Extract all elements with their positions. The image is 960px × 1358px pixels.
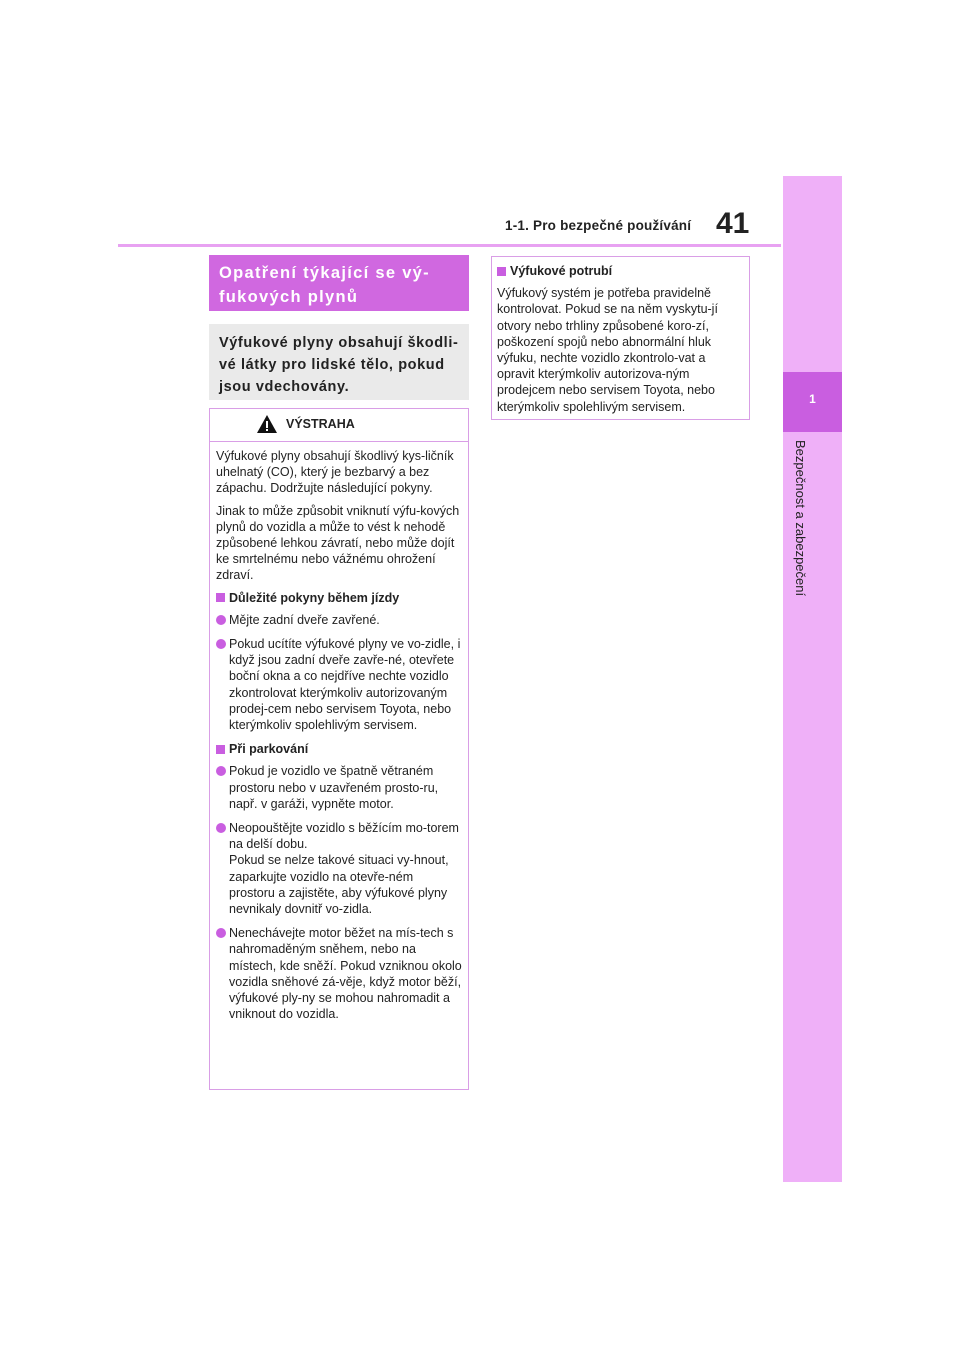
square-bullet-icon [216,593,225,602]
section-header: 1-1. Pro bezpečné používání [505,218,692,233]
warning-title: VÝSTRAHA [286,417,355,431]
section-summary: Výfukové plyny obsahují škodli-vé látky pro lidské tělo, pokud jsou vdechovány. [209,324,469,400]
list-item-text [229,820,462,917]
list-item [216,925,462,1022]
list-item-text-continuation: Pokud se nelze takové situaci vy-hnout, zaparkujte vozidlo na otevře-ném prostoru a zajistěte, aby výfukové plyny nevnikaly dovnitř vo-zidla. [229,853,449,917]
list-item [216,636,462,733]
exhaust-info-box [491,256,750,420]
circle-bullet-icon [216,823,226,833]
list-item [216,763,462,812]
list-item-text: Pokud je vozidlo ve špatně větraném prostoru nebo v uzavřeném prosto-ru, např. v garáži, vypněte motor. [229,764,439,811]
list-item-text: Mějte zadní dveře zavřené. [229,612,380,627]
list-item [216,612,462,628]
driving-heading-text: Důležité pokyny během jízdy [229,590,400,605]
parking-heading-text: Při parkování [229,742,309,757]
square-bullet-icon [216,745,225,754]
list-item [216,820,462,917]
square-bullet-icon [497,267,506,276]
circle-bullet-icon [216,766,226,776]
list-item-text: Pokud ucítíte výfukové plyny ve vo-zidle, i když jsou zadní dveře zavře-né, otevřete boční okna a co nejdříve nechte vozidlo zkontrolovat kterýmkoliv autorizovaným prodej-cem nebo servisem Toyota, nebo kterýmkoliv spolehlivým servisem. [229,637,461,733]
chapter-label: Bezpečnost a zabezpečení [793,440,808,597]
circle-bullet-icon [216,639,226,649]
list-item-text: Nenechávejte motor běžet na mís-tech s nahromaděným sněhem, nebo na místech, kde sněží. Pokud vzniknou okolo vozidla sněhové zá-věje, když motor běží, výfukové ply-ny se mohou nahromadit a vniknout do vozidla. [229,926,462,1022]
list-item-text-line: Neopouštějte vozidlo s běžícím mo-torem na delší dobu. [229,821,459,852]
warning-box [209,408,469,1090]
warning-intro: Výfukové plyny obsahují škodlivý kys-ličník uhelnatý (CO), který je bezbarvý a bez zápachu. Dodržujte následující pokyny. [216,449,454,496]
circle-bullet-icon [216,928,226,938]
exhaust-text: Výfukový systém je potřeba pravidelně kontrolovat. Pokud se na něm vyskytu-jí otvory nebo trhliny způsobené koro-zí, poškození spojů nebo abnormální hluk výfuku, nechte vozidlo zkontrolo-vat a opravit kterýmkoliv autorizova-ným prodejcem nebo servisem Toyota, nebo kterýmkoliv spolehlivým servisem. [497,286,718,414]
section-title: Opatření týkající se vý-fukových plynů [209,255,469,311]
driving-heading [216,590,462,606]
warning-body [210,442,468,1023]
exhaust-heading [497,263,744,279]
header-divider [118,244,781,247]
parking-heading [216,741,462,757]
warning-header [210,409,468,442]
page-number: 41 [716,207,750,240]
warning-triangle-icon [256,414,278,434]
exhaust-heading-text: Výfukové potrubí [510,264,613,278]
circle-bullet-icon [216,615,226,625]
warning-intro-consequence: Jinak to může způsobit vniknutí výfu-kových plynů do vozidla a může to vést k nehodě způsobené lehkou závratí, nebo může dojít ke smrtelnému nebo vážnému ohrožení zdraví. [216,503,460,583]
chapter-number: 1 [809,392,816,406]
